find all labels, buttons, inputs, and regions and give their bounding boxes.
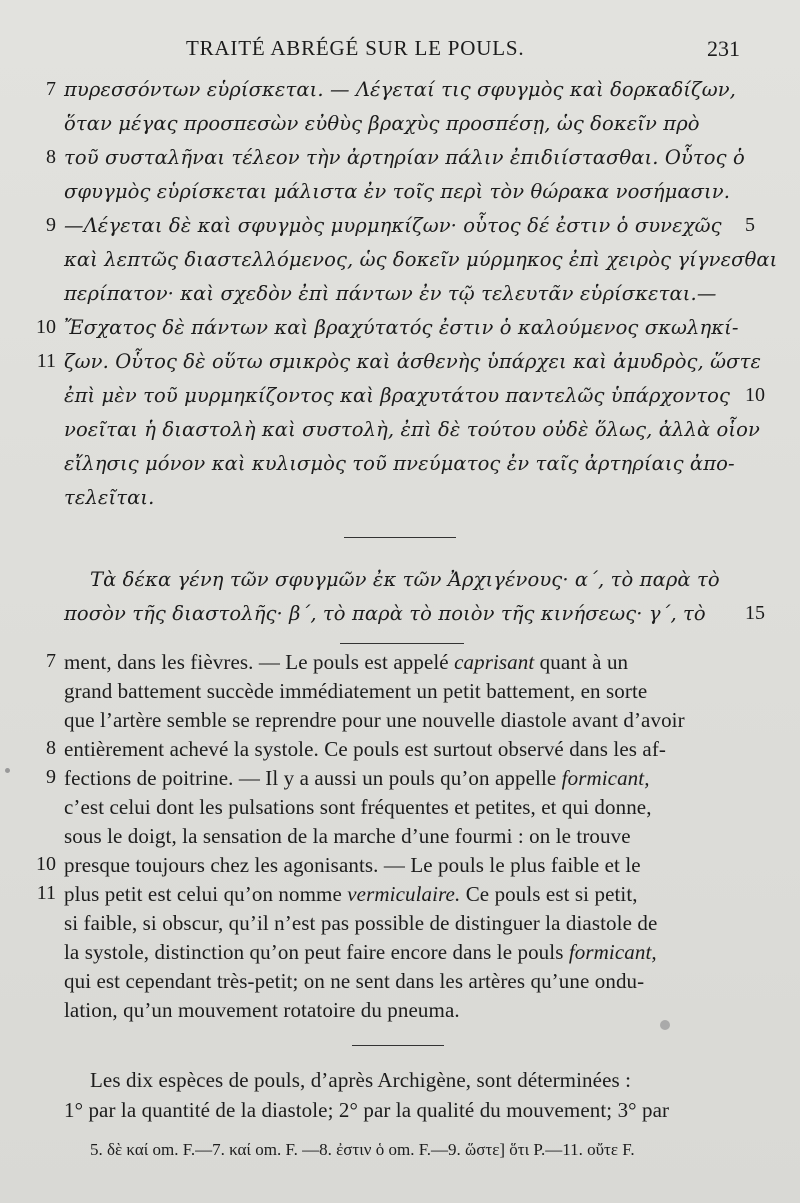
- section-divider: [340, 643, 464, 644]
- text-line: τελεῖται.: [64, 486, 155, 509]
- text-line: 1° par la quantité de la diastole; 2° par la qualité du mouvement; 3° par: [64, 1098, 670, 1122]
- text-line: presque toujours chez les agonisants. — Le pouls le plus faible et le: [64, 853, 641, 877]
- text-line: ment, dans les fièvres. — Le pouls est appelé caprisant quant à un: [64, 650, 629, 674]
- paper-speck: [660, 1020, 670, 1030]
- text-line: καὶ λεπτῶς διαστελλόμενος, ὡς δοκεῖν μύρμηκος ἐπὶ χειρὸς γίγνεσθαι: [64, 248, 778, 271]
- line-number-right: 10: [745, 384, 765, 406]
- text-line: plus petit est celui qu’on nomme vermiculaire. Ce pouls est si petit,: [64, 882, 638, 906]
- section-divider: [352, 1045, 444, 1046]
- text-line: ἐπὶ μὲν τοῦ μυρμηκίζοντος καὶ βραχυτάτου παντελῶς ὑπάρχοντος: [64, 384, 731, 407]
- text-line: la systole, distinction qu’on peut faire encore dans le pouls formicant,: [64, 940, 657, 964]
- text-line: ποσὸν τῆς διαστολῆς· β΄, τὸ παρὰ τὸ ποιὸν τῆς κινήσεως· γ΄, τὸ: [64, 602, 706, 625]
- line-number-left: 11: [36, 350, 56, 372]
- text-line: Les dix espèces de pouls, d’après Archigène, sont déterminées :: [90, 1068, 632, 1092]
- text-line: fections de poitrine. — Il y a aussi un pouls qu’on appelle formicant,: [64, 766, 650, 790]
- running-title: TRAITÉ ABRÉGÉ SUR LE POULS.: [186, 36, 525, 60]
- text-line: entièrement achevé la systole. Ce pouls est surtout observé dans les af-: [64, 737, 667, 761]
- text-line: Τὰ δέκα γένη τῶν σφυγμῶν ἐκ τῶν Ἀρχιγένους· α΄, τὸ παρὰ τὸ: [90, 568, 720, 591]
- text-line: —Λέγεται δὲ καὶ σφυγμὸς μυρμηκίζων· οὗτος δέ ἐστιν ὁ συνεχῶς: [64, 214, 722, 237]
- paper-speck: [5, 768, 10, 773]
- text-line: qui est cependant très-petit; on ne sent dans les artères qu’une ondu-: [64, 969, 645, 993]
- line-number-left: 8: [46, 737, 56, 759]
- line-number-left: 10: [36, 853, 56, 875]
- text-line: πυρεσσόντων εὑρίσκεται. — Λέγεταί τις σφυγμὸς καὶ δορκαδίζων,: [64, 78, 736, 101]
- text-line: sous le doigt, la sensation de la marche d’une fourmi : on le trouve: [64, 824, 631, 848]
- running-header: [186, 36, 740, 66]
- text-line: σφυγμὸς εὑρίσκεται μάλιστα ἐν τοῖς περὶ τὸν θώρακα νοσήμασιν.: [64, 180, 731, 203]
- line-number-left: 9: [46, 214, 56, 236]
- text-line: Ἔσχατος δὲ πάντων καὶ βραχύτατός ἐστιν ὁ καλούμενος σκωληκί-: [64, 316, 739, 339]
- text-line: que l’artère semble se reprendre pour une nouvelle diastole avant d’avoir: [64, 708, 685, 732]
- section-divider: [344, 537, 456, 538]
- line-number-left: 11: [36, 882, 56, 904]
- line-number-left: 7: [46, 650, 56, 672]
- line-number-left: 10: [36, 316, 56, 338]
- line-number-left: 7: [46, 78, 56, 100]
- text-line: ζων. Οὗτος δὲ οὕτω σμικρὸς καὶ ἀσθενὴς ὑπάρχει καὶ ἀμυδρὸς, ὥστε: [64, 350, 762, 373]
- text-line: τοῦ συσταλῆναι τέλεον τὴν ἀρτηρίαν πάλιν ἐπιδιίστασθαι. Οὗτος ὁ: [64, 146, 745, 169]
- line-number-left: 8: [46, 146, 56, 168]
- footnote-variants: 5. δὲ καί om. F.—7. καί om. F. —8. ἐστιν ὁ om. F.—9. ὥστε] ὅτι P.—11. οὔτε F.: [90, 1140, 635, 1159]
- text-line: ὅταν μέγας προσπεσὼν εὐθὺς βραχὺς προσπέσῃ, ὡς δοκεῖν πρὸ: [64, 112, 700, 135]
- line-number-left: 9: [46, 766, 56, 788]
- page-number: 231: [707, 36, 740, 61]
- text-line: lation, qu’un mouvement rotatoire du pneuma.: [64, 998, 460, 1022]
- text-line: si faible, si obscur, qu’il n’est pas possible de distinguer la diastole de: [64, 911, 658, 935]
- text-line: νοεῖται ἡ διαστολὴ καὶ συστολὴ, ἐπὶ δὲ τούτου οὐδὲ ὅλως, ἀλλὰ οἷον: [64, 418, 760, 441]
- text-line: c’est celui dont les pulsations sont fréquentes et petites, et qui donne,: [64, 795, 652, 819]
- text-line: εἴλησις μόνον καὶ κυλισμὸς τοῦ πνεύματος ἐν ταῖς ἀρτηρίαις ἀπο-: [64, 452, 735, 475]
- text-line: περίπατον· καὶ σχεδὸν ἐπὶ πάντων ἐν τῷ τελευτᾶν εὑρίσκεται.—: [64, 282, 717, 305]
- line-number-right: 5: [745, 214, 755, 236]
- line-number-right: 15: [745, 602, 765, 624]
- text-line: grand battement succède immédiatement un petit battement, en sorte: [64, 679, 648, 703]
